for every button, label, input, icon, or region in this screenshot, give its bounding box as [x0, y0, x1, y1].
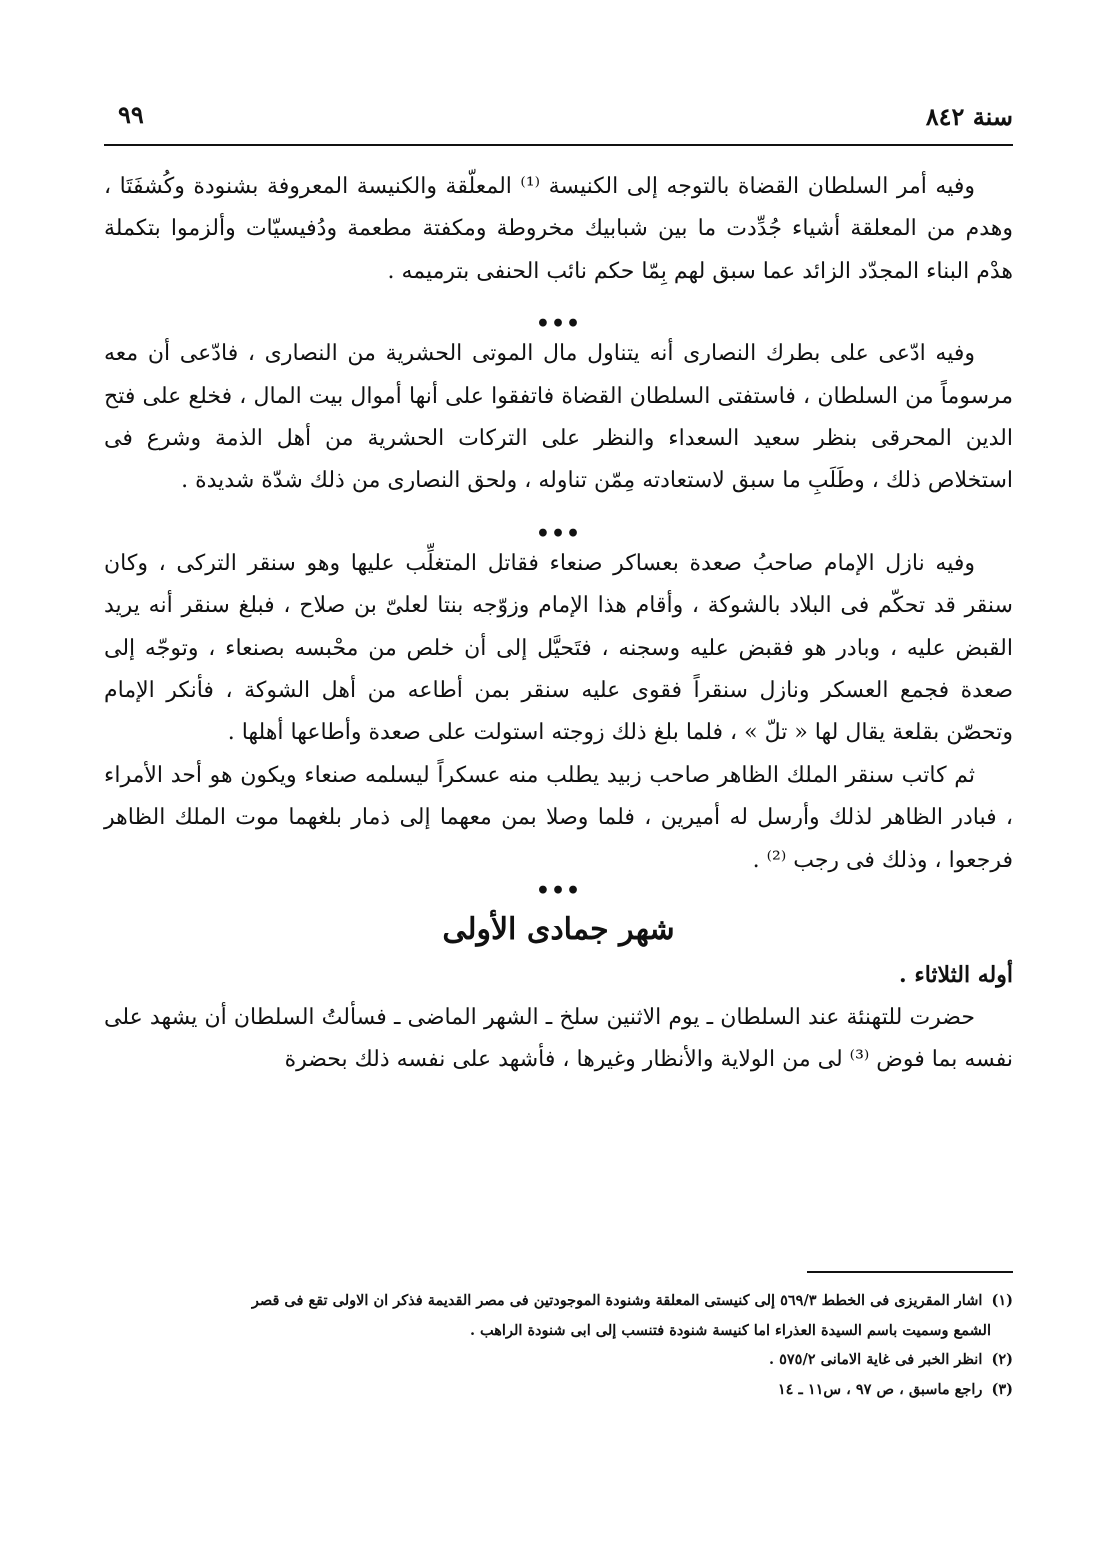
paragraph-sonqor-zabid: ثم كاتب سنقر الملك الظاهر صاحب زبيد يطلب منه عسكراً ليسلمه صنعاء ويكون هو أحد الأمراء ، فبادر الظاهر لذلك وأرسل له أميرين ، فلما وصلا بمن معهما إلى ذمار بلغهما موت الملك الظاهر فرجعوا ، وذلك فى رجب ⁽²⁾ . [104, 762, 1013, 873]
footnote-number: (٢) [991, 1351, 1013, 1368]
paragraph-patriarch: وفيه ادّعى على بطرك النصارى أنه يتناول مال الموتى الحشرية من النصارى ، فادّعى أن معه مرسوماً من السلطان ، فاستفتى السلطان القضاة فاتفقوا على أنها أموال بيت المال ، فخلع على فتح الدين المحرقى بنظر سعيد السعداء والنظر على التركات الحشرية من أهل الذمة وشرع فى استخلاص ذلك ، وطَلَبِ ما سبق لاستعادته مِمّن تناوله ، ولحق النصارى من ذلك شدّة شديدة . [104, 341, 1013, 494]
footnote-2 [104, 1345, 1013, 1375]
separator-dots: ••• [535, 878, 582, 905]
footnote-1 [104, 1286, 1013, 1316]
footnote-1-continuation: الشمع وسميت باسم السيدة العذراء اما كنيسة شنودة فتنسب إلى ابى شنودة الراهب . [469, 1321, 991, 1339]
footnote-text: راجع ماسبق ، ص ٩٧ ، س١١ ـ ١٤ [777, 1380, 983, 1398]
paragraph-imam-saada: وفيه نازل الإمام صاحبُ صعدة بعساكر صنعاء فقاتل المتغلِّب عليها وهو سنقر التركى ، وكان سنقر قد تحكّم فى البلاد بالشوكة ، وأقام هذا الإمام وزوّجه بنتا لعلىّ بن صلاح ، فبلغ سنقر أنه يريد القبض عليه ، وبادر هو فقبض عليه وسجنه ، فتَحيَّل إلى أن خلص من محْبسه بصنعاء ، وتوجّه إلى صعدة فجمع العسكر ونازل سنقراً فقوى عليه سنقر بمن أطاعه من أهل الشوكة ، فأنكر الإمام وتحصّن بقلعة يقال لها « تلّ » ، فلما بلغ ذلك زوجته استولت على صعدة وأطاعها أهلها . [104, 550, 1013, 746]
section-first-line: أوله الثلاثاء . [899, 962, 1013, 989]
page-number: ٩٩ [118, 100, 144, 129]
page-header [104, 96, 1013, 146]
separator-dots: ••• [535, 520, 582, 547]
footnote-number: (٣) [991, 1380, 1013, 1398]
header-year: سنة ٨٤٢ [925, 102, 1013, 131]
separator-dots: ••• [535, 311, 582, 338]
footnotes [104, 1286, 1013, 1404]
main-text [104, 166, 1013, 1081]
footnote-3 [104, 1375, 1013, 1405]
footnote-text: انظر الخبر فى غاية الامانى ٥٧٥/٢ . [769, 1351, 983, 1368]
footnote-divider [807, 1271, 1013, 1273]
footnote-text: اشار المقريزى فى الخطط ٥٦٩/٣ إلى كنيستى المعلقة وشنودة الموجودتين فى مصر القديمة فذكر ان الاولى تقع فى قصر [251, 1292, 983, 1309]
paragraph-churches: وفيه أمر السلطان القضاة بالتوجه إلى الكنيسة ⁽¹⁾ المعلّقة والكنيسة المعروفة بشنودة وكُشفَتَا ، وهدم من المعلقة أشياء جُدِّدت ما بين شبابيك مخروطة ومكفتة مطعمة ودُفيسيّات وألزموا بتكملة هدْم البناء المجدّد الزائد عما سبق لهم بِمّا حكم نائب الحنفى بترميمه . [104, 174, 1013, 284]
paragraph-congratulations: حضرت للتهنئة عند السلطان ـ يوم الاثنين سلخ ـ الشهر الماضى ـ فسألتُ السلطان أن يشهد على نفسه بما فوض ⁽³⁾ لى من الولاية والأنظار وغيرها ، فأشهد على نفسه ذلك بحضرة [104, 1004, 1013, 1072]
section-title: شهر جمادى الأولى [442, 912, 675, 948]
footnote-number: (١) [991, 1292, 1013, 1309]
